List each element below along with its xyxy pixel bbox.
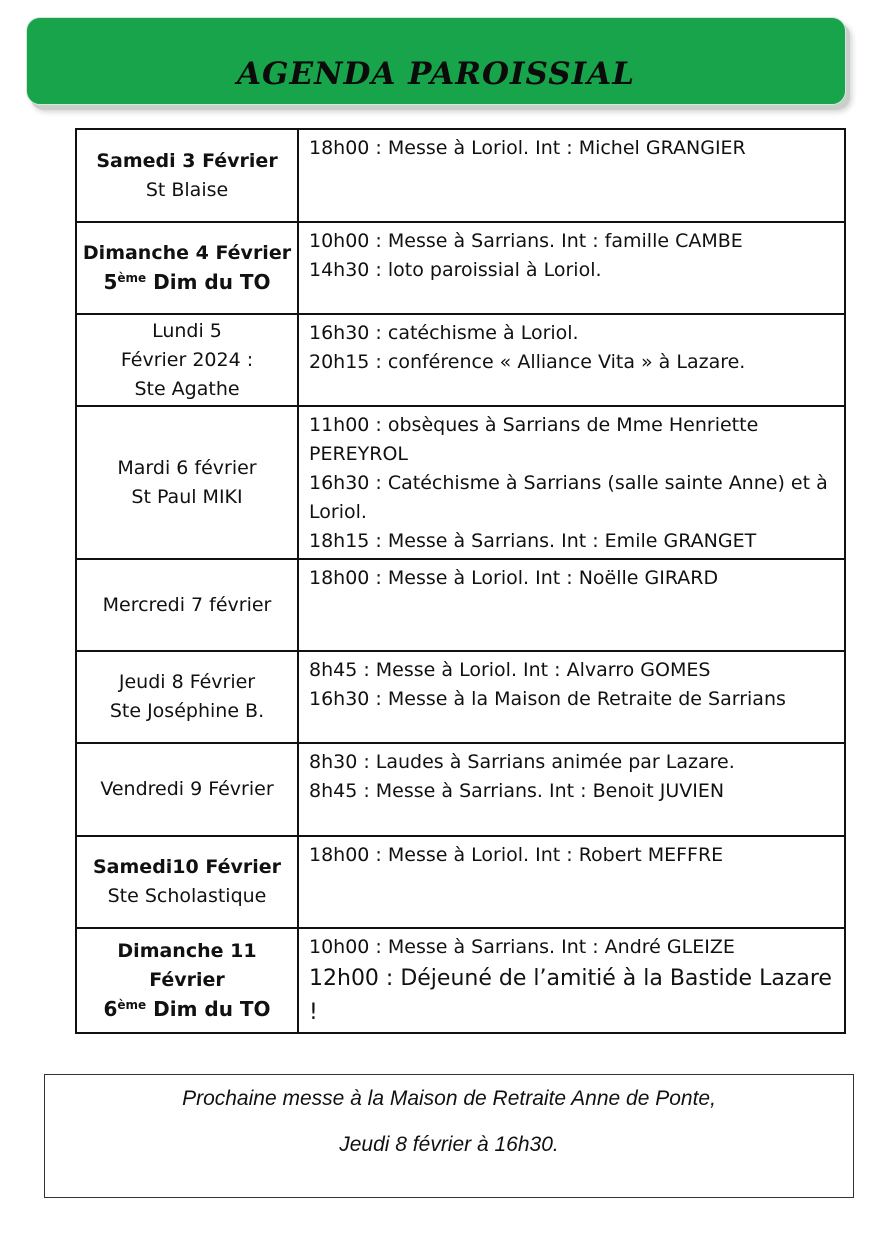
agenda-row xyxy=(76,222,845,314)
agenda-row xyxy=(76,928,845,1033)
event-item: 18h00 : Messe à Loriol. Int : Robert MEFFRE xyxy=(309,844,724,866)
event-item: 11h00 : obsèques à Sarrians de Mme Henriette PEREYROL xyxy=(309,414,759,465)
agenda-row xyxy=(76,559,845,651)
saint-label: Ste Joséphine B. xyxy=(109,700,265,722)
day-label: Samedi10 Février xyxy=(93,856,281,878)
day-cell xyxy=(76,129,298,222)
notice-line: Prochaine messe à la Maison de Retraite Anne de Ponte, xyxy=(182,1087,716,1110)
events-cell xyxy=(298,651,845,743)
day-label: Mardi 6 février xyxy=(117,456,257,479)
events-cell xyxy=(298,222,845,314)
event-item: 8h45 : Messe à Sarrians. Int : Benoit JUVIEN xyxy=(309,780,725,802)
event-item: 18h00 : Messe à Loriol. Int : Michel GRANGIER xyxy=(309,137,746,159)
agenda-row xyxy=(76,314,845,406)
event-item: 14h30 : loto paroissial à Loriol. xyxy=(309,259,602,281)
agenda-row xyxy=(76,129,845,222)
saint-label: Ste Scholastique xyxy=(107,885,267,907)
saint-label: St Paul MIKI xyxy=(131,485,243,508)
events-cell xyxy=(298,836,845,928)
day-cell xyxy=(76,559,298,651)
event-item-highlight: 12h00 : Déjeuné de l’amitié à la Bastide Lazare ! xyxy=(309,966,832,1025)
event-item: 18h00 : Messe à Loriol. Int : Noëlle GIRARD xyxy=(309,567,719,589)
events-cell xyxy=(298,406,845,559)
notice-line: Jeudi 8 février à 16h30. xyxy=(339,1133,559,1156)
day-cell xyxy=(76,651,298,743)
day-cell xyxy=(76,406,298,559)
day-cell xyxy=(76,314,298,406)
day-label: Samedi 3 Février xyxy=(96,149,278,172)
notice-box xyxy=(44,1074,854,1198)
day-label: Dimanche 11 xyxy=(117,940,257,962)
day-cell xyxy=(76,928,298,1033)
event-item: 16h30 : Catéchisme à Sarrians (salle sainte Anne) et à Loriol. xyxy=(309,472,828,523)
liturgical-label: 6ème Dim du TO xyxy=(103,997,271,1021)
event-item: 18h15 : Messe à Sarrians. Int : Emile GRANGET xyxy=(309,530,757,552)
event-item: 8h30 : Laudes à Sarrians animée par Lazare. xyxy=(309,751,735,773)
day-cell xyxy=(76,743,298,836)
day-label: Lundi 5 xyxy=(152,319,222,342)
day-cell xyxy=(76,222,298,314)
saint-label: Ste Agathe xyxy=(134,377,240,400)
liturgical-label: 5ème Dim du TO xyxy=(103,270,271,294)
events-cell xyxy=(298,743,845,836)
header-banner xyxy=(26,17,846,105)
event-item: 16h30 : Messe à la Maison de Retraite de Sarrians xyxy=(309,688,786,710)
day-label: Jeudi 8 Février xyxy=(118,671,256,693)
events-cell xyxy=(298,129,845,222)
day-label: Février xyxy=(149,969,225,991)
day-label: Février 2024 : xyxy=(120,348,254,371)
event-item: 8h45 : Messe à Loriol. Int : Alvarro GOMES xyxy=(309,659,711,681)
day-label: Mercredi 7 février xyxy=(102,593,272,616)
day-label: Vendredi 9 Février xyxy=(100,778,274,800)
page-title: AGENDA PAROISSIAL xyxy=(236,56,636,92)
agenda-row xyxy=(76,836,845,928)
event-item: 16h30 : catéchisme à Loriol. xyxy=(309,322,579,344)
events-cell xyxy=(298,928,845,1033)
event-item: 10h00 : Messe à Sarrians. Int : famille CAMBE xyxy=(309,230,743,252)
agenda-row xyxy=(76,651,845,743)
agenda-row xyxy=(76,743,845,836)
day-label: Dimanche 4 Février xyxy=(82,242,292,264)
events-cell xyxy=(298,559,845,651)
agenda-row xyxy=(76,406,845,559)
event-item: 20h15 : conférence « Alliance Vita » à Lazare. xyxy=(309,351,746,373)
event-item: 10h00 : Messe à Sarrians. Int : André GLEIZE xyxy=(309,936,735,958)
agenda-table xyxy=(75,128,846,1034)
saint-label: St Blaise xyxy=(145,178,229,201)
day-cell xyxy=(76,836,298,928)
events-cell xyxy=(298,314,845,406)
